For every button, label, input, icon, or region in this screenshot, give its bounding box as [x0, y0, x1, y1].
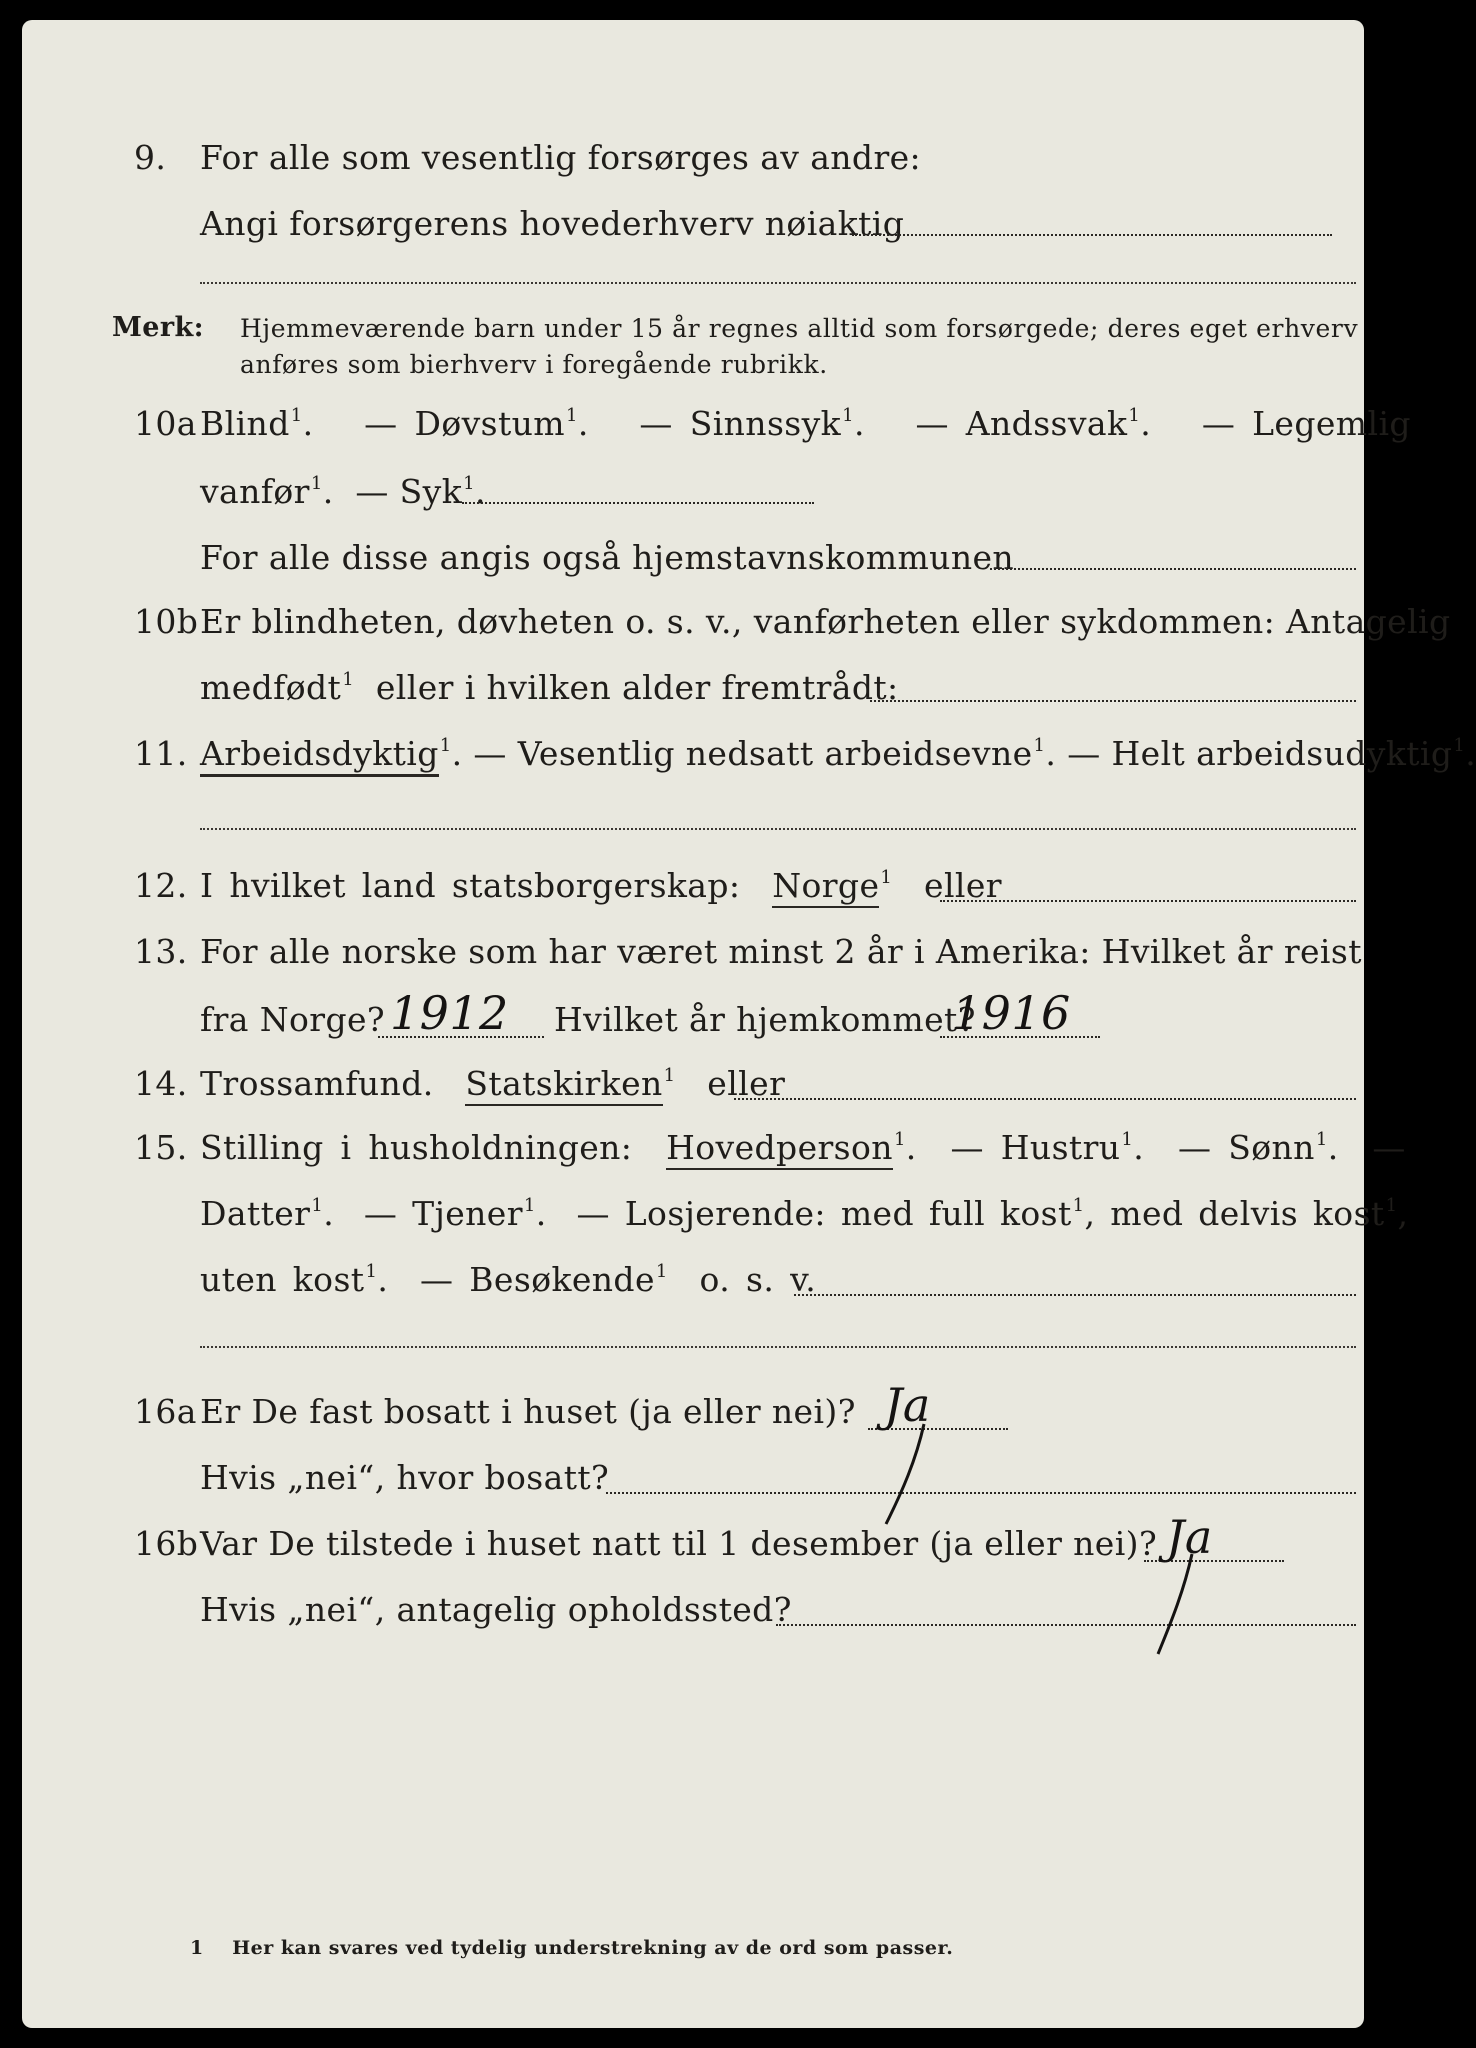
q15-osv: o. s. v. [699, 1260, 817, 1299]
opt-vanfor[interactable]: vanfør [200, 472, 310, 511]
footnote-ref: 1 [1121, 1129, 1134, 1150]
footnote-ref: 1 [842, 405, 854, 426]
opt-udyktig[interactable]: — Helt arbeidsudyktig [1067, 734, 1453, 773]
q14-tail: eller [707, 1064, 786, 1103]
q12-text [200, 866, 1002, 905]
q10a-row-3 [22, 538, 1364, 594]
opt-hustru[interactable]: — Hustru [950, 1128, 1121, 1167]
q15-line2: Datter$^1$. — Tjener$^1$. — Losjerende: med full kost$^1$, med delvis kost$^1$, [200, 1194, 1409, 1233]
q10a-number: 10a [134, 404, 197, 443]
q16a-handwritten-answer: Ja [884, 1378, 931, 1432]
footnote-ref: 1 [310, 473, 323, 494]
q9-line1: For alle som vesentlig forsørges av andre: [200, 138, 922, 177]
q9-line2: Angi forsørgerens hovederhverv nøiaktig [200, 204, 905, 243]
q13-line1: For alle norske som har været minst 2 år i Amerika: Hvilket år reist [200, 932, 1362, 971]
footnote-ref: 1 [342, 669, 355, 690]
q16a-row-1 [22, 1378, 1364, 1448]
footnote-ref: 1 [463, 473, 475, 494]
merk-line1: Hjemmeværende barn under 15 år regnes alltid som forsørgede; deres eget erhverv [240, 314, 1359, 343]
q10a-answer-line[interactable] [462, 502, 814, 504]
footnote-ref: 1 [1315, 1129, 1328, 1150]
q10a-row-2 [22, 472, 1364, 528]
opt-losjerende-full[interactable]: — Losjerende: med full kost [576, 1194, 1072, 1233]
footnote-ref: 1 [311, 1195, 324, 1216]
q15-dash: — [1372, 1128, 1406, 1167]
q16b-line2: Hvis „nei“, antagelig opholdssted? [200, 1590, 792, 1629]
q10b-line2 [200, 668, 899, 707]
q10b-row-2 [22, 668, 1364, 724]
opt-norge-selected[interactable]: Norge [772, 866, 879, 908]
q9-extra-line[interactable] [200, 282, 1356, 284]
q15-row-1 [22, 1128, 1406, 1184]
opt-arbeidsdyktig-selected[interactable]: Arbeidsdyktig [200, 734, 439, 777]
q9-number: 9. [134, 138, 167, 177]
q9-answer-line[interactable] [852, 234, 1332, 236]
q16b-handwritten-stroke [1142, 1550, 1202, 1660]
q10b-number: 10b [134, 602, 199, 641]
q14-answer-line[interactable] [734, 1098, 1356, 1100]
footnote-ref: 1 [1128, 405, 1141, 426]
q15-extra-line[interactable] [200, 1346, 1356, 1348]
q16a-line2: Hvis „nei“, hvor bosatt? [200, 1458, 610, 1497]
q16b-handwritten-answer: Ja [1166, 1510, 1213, 1564]
q16a-number: 16a [134, 1392, 197, 1431]
q15-line1: Stilling i husholdningen: Hovedperson$^1$. — Hustru$^1$. — Sønn$^1$. — [200, 1128, 1406, 1167]
q16a-line1: Er De fast bosatt i huset (ja eller nei)? [200, 1392, 856, 1431]
q13-row-2 [22, 986, 1364, 1056]
footnote-ref: 1 [655, 1261, 668, 1282]
q13-handwritten-year-left: 1912 [390, 986, 509, 1040]
merk-key: Merk: [112, 312, 204, 343]
merk-line2: anføres som bierhverv i foregående rubrikk. [240, 350, 828, 379]
q12-label: I hvilket land statsborgerskap: [200, 866, 741, 905]
footnote-ref: 1 [1033, 735, 1046, 756]
q10b-age-label: eller i hvilken alder fremtrådt: [375, 668, 899, 707]
footnote-ref: 1 [565, 405, 578, 426]
opt-sonn[interactable]: — Sønn [1177, 1128, 1315, 1167]
opt-tjener[interactable]: — Tjener [363, 1194, 523, 1233]
q15-number: 15. [134, 1128, 188, 1167]
q10b-row-1 [22, 602, 1451, 658]
opt-datter[interactable]: Datter [200, 1194, 311, 1233]
q12-number: 12. [134, 866, 188, 905]
footnote-ref: 1 [663, 1065, 676, 1086]
footnote-ref: 1 [1072, 1195, 1085, 1216]
q16a-residence-line[interactable] [606, 1492, 1356, 1494]
footnote-ref: 1 [523, 1195, 536, 1216]
footnote-ref: 1 [1453, 735, 1466, 756]
opt-sinnssyk[interactable]: — Sinnssyk [639, 404, 842, 443]
q15-answer-line[interactable] [794, 1294, 1356, 1296]
q13-line2b: Hvilket år hjemkommet? [554, 1000, 976, 1039]
q15-label: Stilling i husholdningen: [200, 1128, 633, 1167]
footnote [190, 1937, 953, 1959]
footnote-ref: 1 [893, 1129, 906, 1150]
q14-label: Trossamfund. [200, 1064, 434, 1103]
opt-statskirken-selected[interactable]: Statskirken [465, 1064, 662, 1106]
q16b-number: 16b [134, 1524, 199, 1563]
q10a-row-1 [22, 404, 1411, 460]
q16a-row-2 [22, 1458, 1364, 1514]
q10a-line3: For alle disse angis også hjemstavnskommunen [200, 538, 1015, 577]
q15-row-2 [22, 1194, 1409, 1250]
q11-row [22, 734, 1476, 790]
opt-hovedperson-selected[interactable]: Hovedperson [666, 1128, 893, 1170]
q14-number: 14. [134, 1064, 188, 1103]
q12-row [22, 866, 1364, 922]
q10b-line1: Er blindheten, døvheten o. s. v., vanførheten eller sykdommen: Antagelig [200, 602, 1451, 641]
q16b-line1: Var De tilstede i huset natt til 1 desember (ja eller nei)? [200, 1524, 1158, 1563]
q14-text [200, 1064, 785, 1103]
q9-row-1 [22, 138, 1364, 194]
census-form-page [22, 20, 1476, 2028]
q15-comma: , [1397, 1194, 1409, 1233]
q14-row [22, 1064, 1364, 1120]
footnote-ref: 1 [439, 735, 452, 756]
footnote-ref: 1 [290, 405, 303, 426]
opt-uten-kost[interactable]: uten kost [200, 1260, 365, 1299]
footnote-ref: 1 [365, 1261, 378, 1282]
opt-legemlig[interactable]: — Legemlig [1201, 404, 1411, 443]
footnote-text: Her kan svares ved tydelig understrekning av de ord som passer. [232, 1937, 954, 1959]
footnote-ref: 1 [1385, 1195, 1398, 1216]
q11-number: 11. [134, 734, 188, 773]
q13-line2a: fra Norge? [200, 1000, 386, 1039]
q15-row-3 [22, 1260, 1364, 1316]
opt-besokende[interactable]: — Besøkende [419, 1260, 655, 1299]
merk-note [22, 312, 1364, 392]
q12-tail: eller [924, 866, 1002, 905]
q10a-line1: Blind$^1$. — Døvstum$^1$. — Sinnssyk$^1$. — Andssvak$^1$. — Legemlig [200, 404, 1411, 443]
opt-nedsatt[interactable]: — Vesentlig nedsatt arbeidsevne [473, 734, 1033, 773]
q10a-hometown-line[interactable] [990, 568, 1356, 570]
q11-options: Arbeidsdyktig$^1$. — Vesentlig nedsatt arbeidsevne$^1$. — Helt arbeidsudyktig$^1$. [200, 734, 1476, 773]
q16a-handwritten-stroke [872, 1420, 932, 1530]
opt-medfodt[interactable]: medfødt [200, 668, 342, 707]
q15-line3: uten kost$^1$. — Besøkende$^1$ o. s. v. [200, 1260, 817, 1299]
opt-blind[interactable]: Blind [200, 404, 290, 443]
q11-extra-line[interactable] [200, 828, 1356, 830]
opt-andssvak[interactable]: — Andssvak [915, 404, 1128, 443]
q13-number: 13. [134, 932, 188, 971]
opt-syk[interactable]: — Syk [355, 472, 463, 511]
footnote-ref: 1 [880, 867, 893, 888]
q10a-line2: vanfør$^1$. — Syk$^1$. [200, 472, 486, 511]
opt-dovstum[interactable]: — Døvstum [364, 404, 565, 443]
q13-row-1 [22, 932, 1364, 988]
q12-answer-line[interactable] [940, 900, 1356, 902]
footnote-mark: 1 [190, 1937, 204, 1959]
q9-row-2 [22, 204, 1364, 260]
q16b-location-line[interactable] [776, 1624, 1356, 1626]
q13-handwritten-year-return: 1916 [952, 986, 1071, 1040]
opt-losjerende-delvis[interactable]: , med delvis kost [1084, 1194, 1385, 1233]
q10b-answer-line[interactable] [870, 700, 1356, 702]
